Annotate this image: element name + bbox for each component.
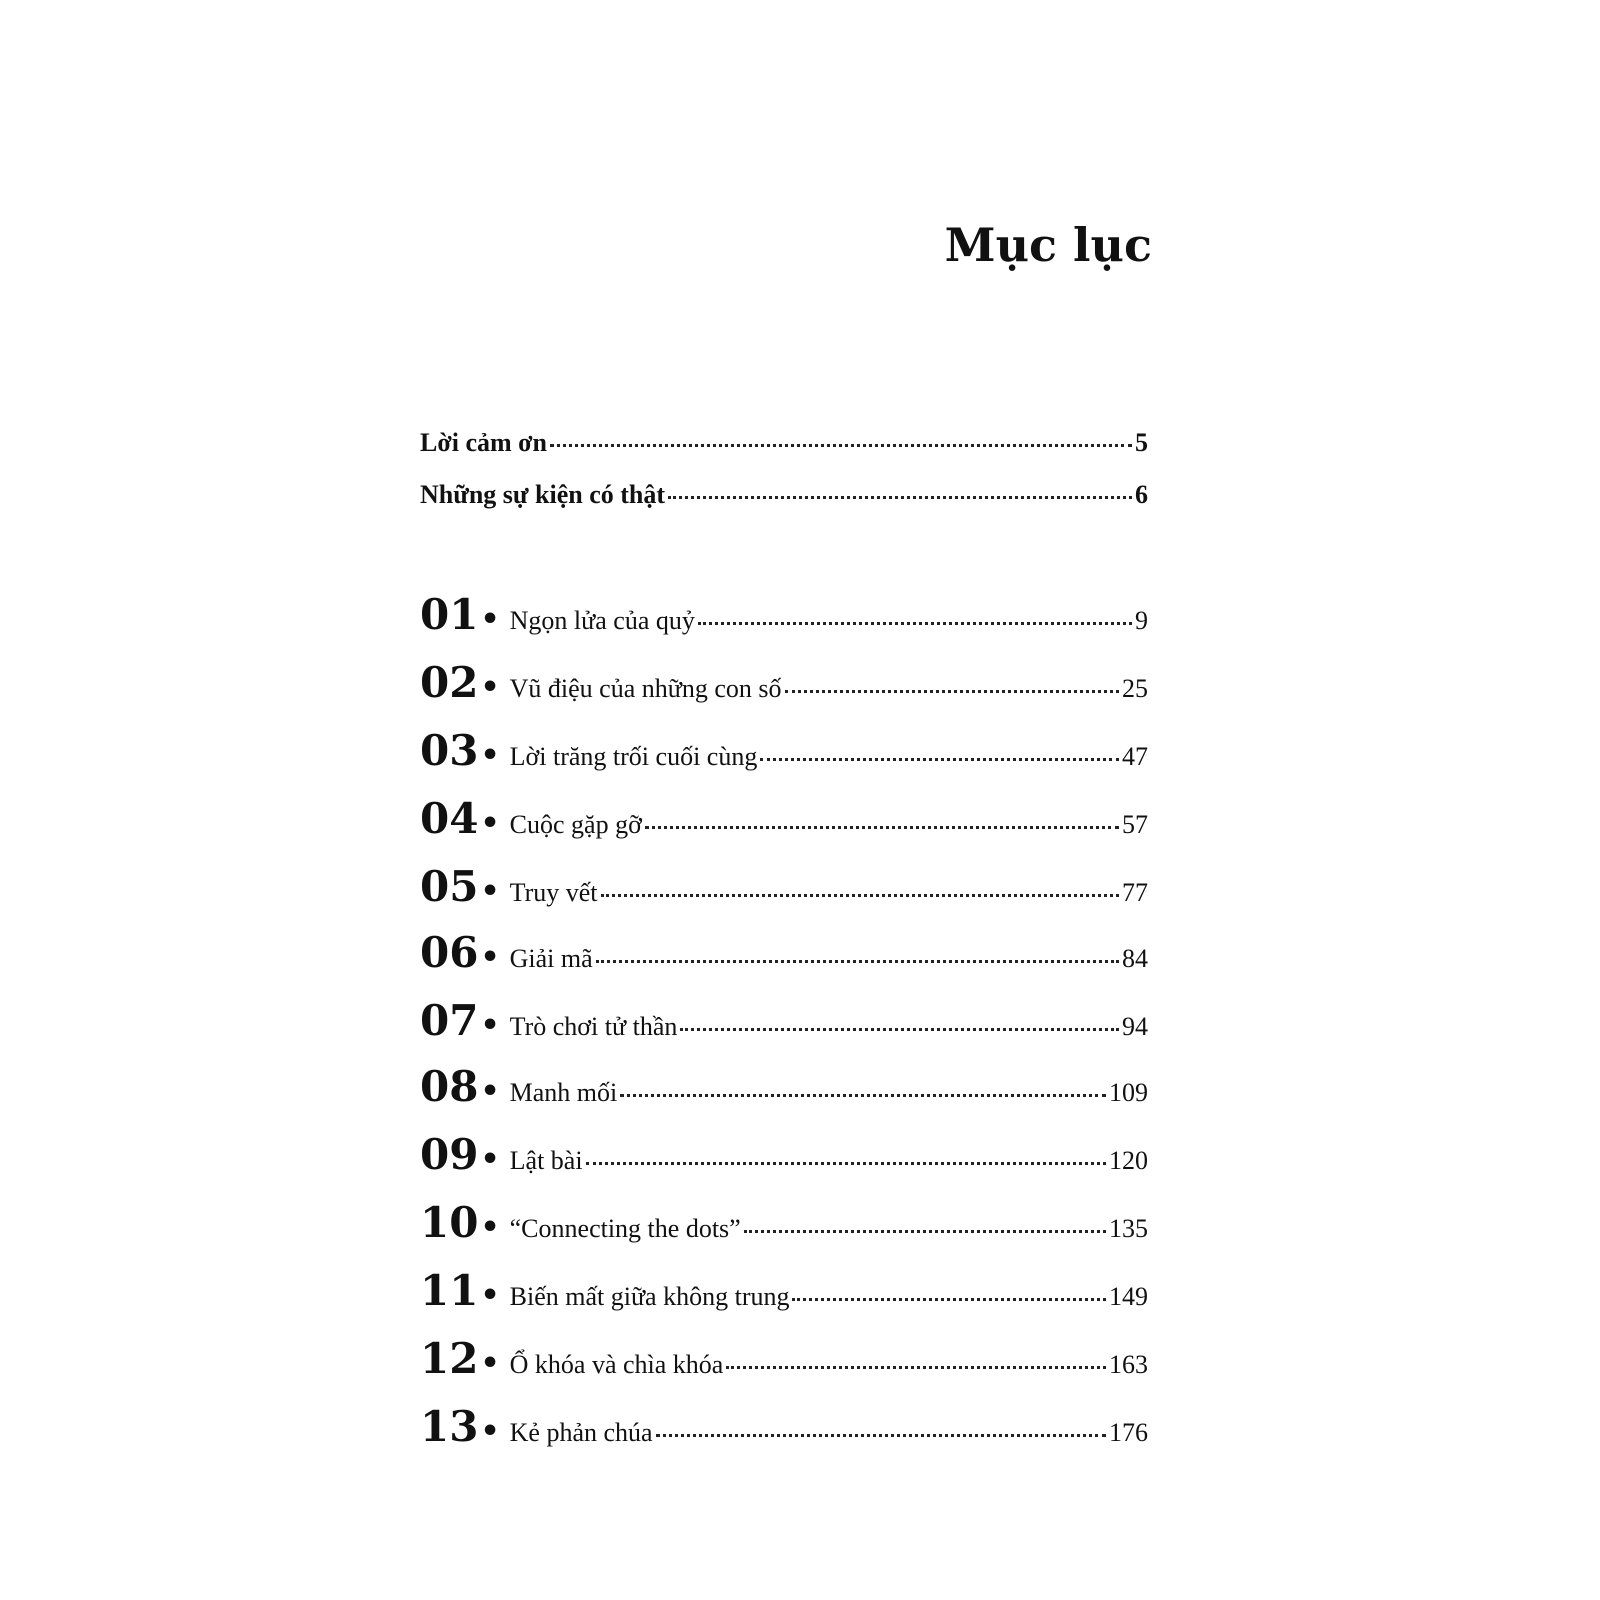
dot-leader (726, 1366, 1106, 1369)
entry-page-number: 135 (1109, 1214, 1148, 1243)
toc-entry-chapter-02[interactable] (420, 658, 1148, 707)
entry-page-number: 120 (1109, 1146, 1148, 1175)
entry-page-number: 9 (1135, 606, 1148, 635)
toc-entry-chapter-09[interactable] (420, 1130, 1148, 1179)
entry-page-number: 77 (1122, 878, 1148, 907)
entry-label: Ổ khóa và chìa khóa (509, 1350, 724, 1379)
dot-leader (586, 1162, 1106, 1165)
entry-label: Biến mất giữa không trung (509, 1282, 790, 1311)
dot-leader (680, 1028, 1119, 1031)
entry-page-number: 25 (1122, 674, 1148, 703)
chapter-number: 09• (420, 1130, 500, 1179)
toc-entry-chapter-10[interactable] (420, 1198, 1148, 1247)
entry-page-number: 6 (1135, 480, 1148, 509)
toc-entry-chapter-11[interactable] (420, 1266, 1148, 1315)
dot-leader (601, 894, 1119, 897)
dot-leader (596, 960, 1119, 963)
page-title: Mục lục (944, 218, 1152, 272)
toc-entry-chapter-01[interactable] (420, 590, 1148, 639)
dot-leader (550, 444, 1132, 447)
dot-leader (792, 1298, 1106, 1301)
entry-label: Kẻ phản chúa (509, 1418, 653, 1447)
chapter-number: 08• (420, 1062, 500, 1111)
entry-page-number: 47 (1122, 742, 1148, 771)
entry-label: Manh mối (509, 1078, 618, 1107)
toc-entry-front-2[interactable] (420, 480, 1148, 510)
chapter-number: 13• (420, 1402, 500, 1451)
dot-leader (620, 1094, 1106, 1097)
toc-entry-chapter-03[interactable] (420, 726, 1148, 775)
toc-entry-chapter-08[interactable] (420, 1062, 1148, 1111)
dot-leader (698, 622, 1132, 625)
dot-leader (656, 1434, 1106, 1437)
entry-label: Ngọn lửa của quỷ (509, 606, 695, 635)
toc-entry-chapter-06[interactable] (420, 928, 1148, 977)
chapter-number: 12• (420, 1334, 500, 1383)
entry-label: Lời trăng trối cuối cùng (509, 742, 758, 771)
entry-page-number: 163 (1109, 1350, 1148, 1379)
dot-leader (760, 758, 1119, 761)
entry-label: Những sự kiện có thật (420, 480, 666, 509)
entry-page-number: 84 (1122, 944, 1148, 973)
entry-label: Cuộc gặp gỡ (509, 810, 642, 839)
chapter-number: 10• (420, 1198, 500, 1247)
chapter-number: 11• (420, 1266, 500, 1315)
entry-page-number: 109 (1109, 1078, 1148, 1107)
entry-label: “Connecting the dots” (509, 1214, 741, 1243)
chapter-number: 05• (420, 862, 500, 911)
dot-leader (668, 496, 1132, 499)
entry-page-number: 176 (1109, 1418, 1148, 1447)
entry-label: Lời cảm ơn (420, 428, 548, 457)
chapter-number: 01• (420, 590, 500, 639)
entry-label: Trò chơi tử thần (509, 1012, 678, 1041)
entry-page-number: 57 (1122, 810, 1148, 839)
toc-entry-chapter-13[interactable] (420, 1402, 1148, 1451)
entry-page-number: 149 (1109, 1282, 1148, 1311)
entry-page-number: 94 (1122, 1012, 1148, 1041)
entry-page-number: 5 (1135, 428, 1148, 457)
entry-label: Truy vết (509, 878, 598, 907)
entry-label: Giải mã (509, 944, 593, 973)
chapter-number: 03• (420, 726, 500, 775)
entry-label: Lật bài (509, 1146, 583, 1175)
chapter-number: 07• (420, 996, 500, 1045)
chapter-number: 02• (420, 658, 500, 707)
toc-entry-chapter-05[interactable] (420, 862, 1148, 911)
chapter-number: 06• (420, 928, 500, 977)
toc-entry-chapter-07[interactable] (420, 996, 1148, 1045)
dot-leader (744, 1230, 1106, 1233)
entry-label: Vũ điệu của những con số (509, 674, 782, 703)
toc-entry-front-1[interactable] (420, 428, 1148, 458)
dot-leader (645, 826, 1119, 829)
dot-leader (785, 690, 1119, 693)
toc-entry-chapter-12[interactable] (420, 1334, 1148, 1383)
toc-entry-chapter-04[interactable] (420, 794, 1148, 843)
chapter-number: 04• (420, 794, 500, 843)
